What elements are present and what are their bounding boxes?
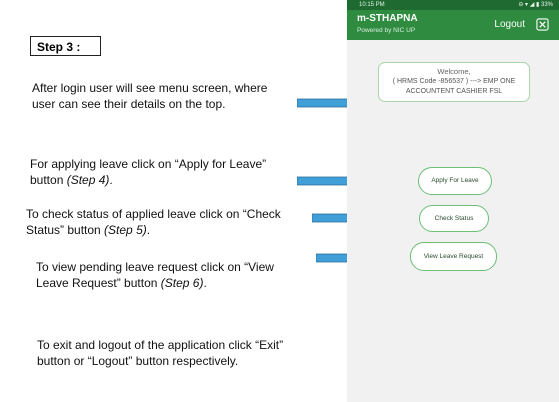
welcome-designation-line: ACCOUNTENT CASHIER FSL [405, 88, 503, 95]
view-leave-request-button[interactable]: View Leave Request [410, 242, 497, 271]
check-status-button[interactable]: Check Status [419, 205, 489, 232]
view-paragraph [36, 259, 306, 291]
logout-button[interactable]: Logout [494, 19, 525, 30]
apply-for-leave-button[interactable]: Apply For Leave [418, 167, 492, 195]
welcome-title: Welcome, [437, 67, 471, 76]
status-paragraph [26, 206, 306, 238]
exit-paragraph [37, 337, 317, 369]
step-label: Step 3 : [30, 36, 101, 56]
exit-text: To exit and logout of the application click “Exit” button or “Logout” button respectively. [37, 338, 284, 368]
view-end: . [203, 276, 207, 290]
exit-icon[interactable] [536, 18, 549, 31]
apply-end: . [109, 173, 113, 187]
app-title: m-STHAPNA [357, 13, 418, 24]
app-subtitle: Powered by NIC UP [357, 27, 416, 34]
welcome-card [378, 62, 530, 102]
status-icons: ⊖ ▾ ◢ ▮ 33% [518, 2, 553, 8]
view-text: To view pending leave request click on “View Leave Request” button [36, 260, 274, 290]
apply-text: For applying leave click on “Apply for Leave” button [30, 157, 267, 187]
status-bar [347, 0, 559, 10]
apply-step-ref: (Step 4) [66, 173, 110, 187]
app-bar [347, 10, 559, 40]
view-step-ref: (Step 6) [160, 276, 204, 290]
status-end: . [146, 223, 151, 237]
intro-paragraph [32, 80, 294, 112]
intro-text: After login user will see menu screen, where user can see their details on the top. [32, 81, 268, 111]
status-text: To check status of applied leave click on “Check Status” button [26, 207, 281, 237]
apply-paragraph [30, 156, 292, 188]
status-step-ref: (Step 5) [104, 223, 147, 237]
welcome-hrms-line: ( HRMS Code -856537 ) ---> EMP ONE [392, 78, 516, 85]
phone-screen [347, 0, 559, 402]
status-time: 10:15 PM [359, 2, 385, 8]
